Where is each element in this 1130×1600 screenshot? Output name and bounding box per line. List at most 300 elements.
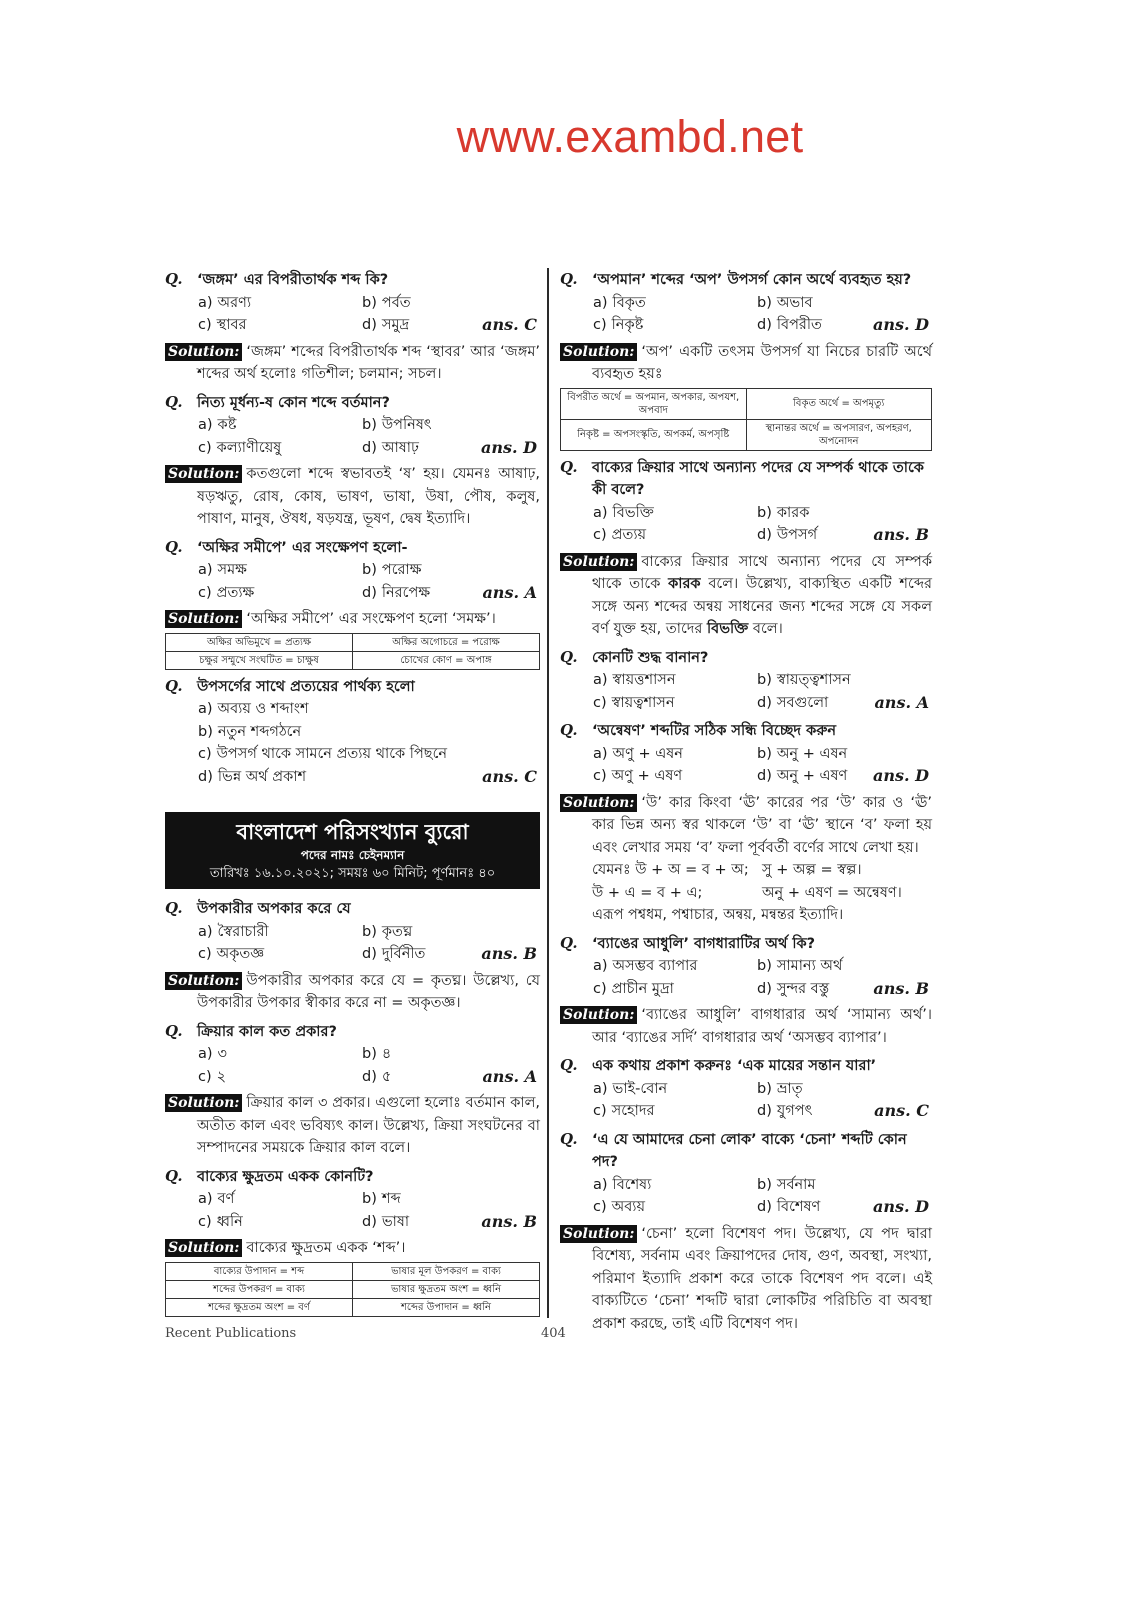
option-item bbox=[593, 1174, 757, 1197]
option-item bbox=[198, 292, 362, 315]
answer-label: ans. B bbox=[873, 525, 929, 544]
option-text: অণু + এষণ bbox=[611, 768, 683, 784]
option-key: b) bbox=[757, 745, 772, 762]
answer-label: ans. A bbox=[482, 1066, 537, 1086]
option-text: ভাই-বোন bbox=[612, 1080, 668, 1097]
option-item bbox=[362, 292, 482, 315]
solution-table bbox=[560, 388, 932, 451]
table-cell: বিকৃত অর্থে = অপমৃত্যু bbox=[746, 388, 932, 419]
option-key: d) bbox=[757, 694, 772, 711]
option-text: ধ্বনি bbox=[216, 1213, 243, 1230]
option-text: সবগুলো bbox=[776, 694, 829, 711]
option-item bbox=[593, 669, 757, 692]
option-key: a) bbox=[198, 417, 213, 433]
option-item bbox=[757, 1100, 874, 1123]
question-text: ক্রিয়ার কাল কত প্রকার? bbox=[197, 1023, 337, 1040]
option-key: c) bbox=[593, 694, 607, 711]
options-group bbox=[593, 502, 932, 547]
option-text: ৫ bbox=[381, 1068, 392, 1085]
option-item bbox=[198, 766, 482, 789]
option-item bbox=[757, 1174, 873, 1197]
solution-examples bbox=[560, 859, 932, 904]
table-row bbox=[166, 633, 540, 651]
option-key: a) bbox=[198, 294, 213, 311]
option-item bbox=[757, 1196, 873, 1219]
option-text: স্বায়ত্ত্বশাসন bbox=[776, 672, 851, 688]
example-formula: অনু + এষণ = অন্বেষণ। bbox=[762, 884, 902, 901]
answer-label: ans. A bbox=[482, 582, 537, 602]
question-label: Q. bbox=[560, 721, 578, 739]
option-item bbox=[757, 692, 874, 715]
option-item bbox=[757, 314, 873, 337]
solution-label: Solution: bbox=[560, 553, 637, 571]
option-text: অসম্ভব ব্যাপার bbox=[612, 958, 698, 974]
example-formula: উ + এ = ব + এ; bbox=[592, 884, 703, 901]
question-block bbox=[165, 1165, 540, 1317]
option-text: বর্ণ bbox=[217, 1191, 235, 1207]
option-key: d) bbox=[362, 584, 377, 601]
question-block bbox=[560, 268, 932, 451]
question-block bbox=[560, 932, 932, 1050]
option-text: স্বায়ত্তশাসন bbox=[612, 672, 676, 688]
solution-text: ‘অক্ষির সমীপে’ এর সংক্ষেপণ হলো ‘সমক্ষ’। bbox=[246, 611, 496, 627]
options-group bbox=[198, 414, 540, 459]
option-text: অণু + এষন bbox=[612, 745, 683, 762]
solution-label: Solution: bbox=[165, 1094, 242, 1112]
question-line bbox=[165, 1020, 540, 1044]
option-text: ভ্রাতৃ bbox=[776, 1080, 803, 1097]
table-cell: চক্ষুর সম্মুখে সংঘটিত = চাক্ষুষ bbox=[166, 651, 353, 669]
question-line bbox=[560, 719, 932, 743]
option-text: স্বৈরাচারী bbox=[217, 923, 269, 940]
option-key: b) bbox=[757, 1176, 772, 1193]
option-item bbox=[362, 437, 481, 460]
option-text: কল্যাণীয়েষু bbox=[216, 439, 282, 456]
solution-text: বলে। উল্লেখ্য, বাক্যস্থিত একটি শব্দের সঙ্গে অন্য শব্দের অন্বয় সাধনের জন্য শব্দের সঙ্গে যে সকল বর্ণ যুক্ত হয়, তাদের bbox=[592, 576, 932, 637]
solution-label: Solution: bbox=[165, 610, 242, 628]
solution-text: ‘জঙ্গম’ শব্দের বিপরীতার্থক শব্দ ‘স্থাবর’ আর ‘জঙ্গম’ শব্দের অর্থ হলোঃ গতিশীল; চলমান; সচল। bbox=[197, 343, 540, 382]
solution-text: ‘ব্যাঙের আধুলি’ বাগধারার অর্থ ‘সামান্য অর্থ’। আর ‘ব্যাঙের সর্দি’ বাগধারার অর্থ ‘অসম্ভব ব্যাপার’। bbox=[592, 1007, 932, 1046]
options-group bbox=[198, 559, 540, 604]
option-text: সর্বনাম bbox=[776, 1176, 816, 1193]
solution bbox=[165, 463, 540, 531]
question-block bbox=[165, 536, 540, 670]
table-row bbox=[561, 419, 932, 450]
solution bbox=[560, 341, 932, 386]
option-item bbox=[757, 955, 873, 978]
option-item bbox=[198, 1188, 362, 1211]
option-item bbox=[198, 1043, 362, 1066]
option-key: d) bbox=[362, 1068, 377, 1085]
question-block bbox=[165, 1020, 540, 1160]
option-key: c) bbox=[593, 1199, 607, 1215]
option-text: নিরপেক্ষ bbox=[381, 584, 431, 601]
solution-text: ‘চেনা’ হলো বিশেষণ পদ। উল্লেখ্য, যে পদ দ্বারা বিশেষ্য, সর্বনাম এবং ক্রিয়াপদের দোষ, গুণ, অবস্থা, সংখ্যা, পরিমাণ ইত্যাদি প্রকাশ করে তাকে বিশেষণ পদ বলে। এই বাক্যটিতে ‘চেনা’ শব্দটি দ্বারা লোকটির পরিচিতি বা অবস্থা প্রকাশ করছে, তাই এটি বিশেষণ পদ। bbox=[592, 1225, 932, 1332]
option-key: a) bbox=[593, 958, 608, 974]
option-key: b) bbox=[757, 294, 772, 311]
option-item bbox=[362, 582, 482, 605]
option-item bbox=[198, 1211, 362, 1234]
table-row bbox=[166, 651, 540, 669]
option-item bbox=[757, 669, 874, 692]
solution-label: Solution: bbox=[560, 1225, 637, 1243]
example-formula: যেমনঃ উ + অ = ব + অ; bbox=[592, 862, 749, 878]
option-item bbox=[593, 692, 757, 715]
option-key: d) bbox=[198, 768, 213, 785]
option-item bbox=[593, 978, 757, 1001]
answer-label: ans. C bbox=[874, 1101, 929, 1120]
table-row bbox=[166, 1298, 540, 1316]
solution-label: Solution: bbox=[165, 343, 242, 361]
solution-label: Solution: bbox=[560, 343, 637, 361]
question-block bbox=[165, 391, 540, 531]
option-key: d) bbox=[362, 439, 377, 456]
question-label: Q. bbox=[560, 1129, 578, 1148]
question-label: Q. bbox=[165, 899, 183, 917]
option-key: c) bbox=[198, 746, 212, 762]
option-key: a) bbox=[593, 1080, 608, 1097]
question-text: নিত্য মূর্ধন্য-ষ কোন শব্দে বর্তমান? bbox=[197, 394, 390, 411]
question-block bbox=[560, 719, 932, 927]
option-item bbox=[757, 524, 873, 547]
option-text: বিপরীত bbox=[776, 317, 822, 333]
option-key: a) bbox=[593, 1176, 608, 1193]
solution-emphasis: বিভক্তি bbox=[707, 621, 749, 637]
table-row bbox=[166, 1280, 540, 1298]
option-text: নিকৃষ্ট bbox=[611, 317, 644, 333]
option-key: c) bbox=[198, 317, 212, 333]
table-cell: বিপরীত অর্থে = অপমান, অপকার, অপযশ, অপবাদ bbox=[561, 388, 747, 419]
option-item bbox=[362, 943, 481, 966]
page-number: 404 bbox=[541, 1326, 566, 1341]
solution bbox=[560, 551, 932, 641]
answer-label: ans. B bbox=[873, 978, 929, 998]
option-key: d) bbox=[362, 1213, 377, 1230]
question-text: বাক্যের ক্রিয়ার সাথে অন্যান্য পদের যে সম্পর্ক থাকে তাকে কী বলে? bbox=[592, 459, 924, 498]
options-group bbox=[198, 698, 540, 788]
options-group bbox=[593, 1078, 932, 1123]
option-text: সমক্ষ bbox=[217, 562, 247, 578]
option-item bbox=[362, 1211, 481, 1234]
option-text: কৃতঘ্ন bbox=[381, 923, 413, 940]
question-text: ‘অন্বেষণ’ শব্দটির সঠিক সন্ধি বিচ্ছেদ করুন bbox=[592, 723, 837, 739]
answer-label: ans. A bbox=[874, 692, 929, 712]
answer-label: ans. B bbox=[481, 1211, 537, 1231]
solution bbox=[165, 1092, 540, 1160]
solution-text: ক্রিয়ার কাল ৩ প্রকার। এগুলো হলোঃ বর্তমান কাল, অতীত কাল এবং ভবিষ্যৎ কাল। উল্লেখ্য, ক্রিয়া সংঘটনের বা সম্পাদনের সময়কে ক্রিয়ার কাল বলে। bbox=[197, 1095, 540, 1156]
options-group bbox=[593, 1174, 932, 1219]
question-block bbox=[165, 675, 540, 789]
solution-label: Solution: bbox=[560, 1006, 637, 1024]
question-text: ‘অপমান’ শব্দের ‘অপ’ উপসর্গ কোন অর্থে ব্যবহৃত হয়? bbox=[592, 272, 912, 288]
option-text: বিকৃত bbox=[612, 294, 646, 311]
solution bbox=[560, 1004, 932, 1049]
option-key: a) bbox=[593, 294, 608, 311]
question-text: ‘অক্ষির সমীপে’ এর সংক্ষেপণ হলো- bbox=[197, 539, 408, 556]
option-key: b) bbox=[362, 417, 377, 433]
answer-label: ans. C bbox=[482, 766, 537, 786]
answer-label: ans. D bbox=[872, 766, 929, 785]
option-key: c) bbox=[198, 439, 212, 456]
option-text: অনু + এষণ bbox=[776, 768, 848, 784]
table-cell: ভাষার ক্ষুদ্রতম অংশ = ধ্বনি bbox=[353, 1280, 540, 1298]
option-text: অরণ্য bbox=[217, 294, 252, 311]
solution-text: ‘অপ’ একটি তৎসম উপসর্গ যা নিচের চারটি অর্থে ব্যবহৃত হয়ঃ bbox=[592, 343, 932, 382]
option-key: b) bbox=[362, 923, 377, 940]
banner-exam-details: তারিখঃ ১৬.১০.২০২১; সময়ঃ ৬০ মিনিট; পূর্ণমানঃ ৪০ bbox=[209, 866, 496, 881]
option-item bbox=[362, 1043, 482, 1066]
option-item bbox=[198, 559, 362, 582]
question-text: উপকারীর অপকার করে যে bbox=[197, 901, 351, 917]
answer-label: ans. D bbox=[872, 315, 929, 334]
site-url: www.exambd.net bbox=[456, 111, 804, 162]
option-item bbox=[362, 414, 481, 437]
option-key: b) bbox=[757, 958, 772, 974]
option-text: কারক bbox=[776, 504, 810, 521]
table-cell: বাক্যের উপাদান = শব্দ bbox=[166, 1262, 353, 1280]
option-text: শব্দ bbox=[381, 1191, 401, 1207]
left-column bbox=[165, 268, 540, 1320]
table-cell: শব্দের উপাদান = ধ্বনি bbox=[353, 1298, 540, 1316]
question-line bbox=[560, 1128, 932, 1174]
option-key: c) bbox=[593, 768, 607, 784]
options-group bbox=[593, 743, 932, 788]
solution-table bbox=[165, 1262, 540, 1317]
question-text: ‘জঙ্গম’ এর বিপরীতার্থক শব্দ কি? bbox=[197, 272, 389, 288]
options-group bbox=[593, 955, 932, 1000]
question-line bbox=[560, 646, 932, 670]
solution-text: কতগুলো শব্দে স্বভাবতই ‘ষ’ হয়। যেমনঃ আষাঢ়, ষড়ঋতু, রোষ, কোষ, ভাষণ, ভাষা, উষা, পৌষ, কলুষ, পাষাণ, মানুষ, ঔষধ, ষড়যন্ত্র, ভূষণ, দ্বেষ ইত্যাদি। bbox=[197, 466, 540, 527]
option-text: পর্বত bbox=[381, 294, 411, 311]
question-label: Q. bbox=[560, 647, 578, 666]
option-item bbox=[757, 502, 873, 525]
option-text: সমুদ্র bbox=[381, 317, 410, 333]
options-group bbox=[198, 1188, 540, 1233]
question-text: কোনটি শুদ্ধ বানান? bbox=[592, 649, 709, 666]
question-block bbox=[165, 268, 540, 386]
question-label: Q. bbox=[165, 1166, 183, 1185]
option-key: a) bbox=[198, 1191, 213, 1207]
option-key: d) bbox=[757, 317, 772, 333]
option-key: b) bbox=[362, 1046, 377, 1062]
option-key: b) bbox=[362, 294, 377, 311]
question-text: ‘এ যে আমাদের চেনা লোক’ বাক্যে ‘চেনা’ শব্দটি কোন পদ? bbox=[592, 1131, 907, 1170]
table-row bbox=[561, 388, 932, 419]
option-item bbox=[198, 721, 482, 744]
question-line bbox=[560, 932, 932, 956]
option-text: দুর্বিনীত bbox=[381, 946, 426, 962]
question-line bbox=[165, 536, 540, 560]
option-item bbox=[593, 1196, 757, 1219]
option-key: b) bbox=[362, 562, 377, 578]
option-item bbox=[757, 743, 873, 766]
solution bbox=[560, 1223, 932, 1336]
solution-label: Solution: bbox=[560, 794, 637, 812]
option-text: যুগপৎ bbox=[776, 1103, 813, 1119]
option-item bbox=[198, 743, 482, 766]
table-cell: নিকৃষ্ট = অপসংস্কৃতি, অপকর্ম, অপসৃষ্টি bbox=[561, 419, 747, 450]
option-key: a) bbox=[198, 701, 213, 717]
question-text: এক কথায় প্রকাশ করুনঃ ‘এক মায়ের সন্তান যারা’ bbox=[592, 1058, 877, 1074]
option-text: ২ bbox=[216, 1068, 227, 1085]
option-text: সামান্য অর্থ bbox=[776, 958, 843, 974]
option-key: b) bbox=[757, 1080, 772, 1097]
question-label: Q. bbox=[560, 457, 578, 476]
option-text: সহোদর bbox=[611, 1103, 655, 1119]
option-item bbox=[362, 921, 481, 944]
solution bbox=[165, 970, 540, 1015]
example-formula: সু + অল্প = স্বল্প। bbox=[762, 862, 862, 878]
option-text: স্বায়ত্বশাসন bbox=[611, 694, 675, 711]
option-text: অকৃতজ্ঞ bbox=[216, 946, 265, 962]
option-item bbox=[593, 743, 757, 766]
question-text: ‘ব্যাঙের আধুলি’ বাগধারাটির অর্থ কি? bbox=[592, 935, 816, 952]
question-list bbox=[560, 268, 932, 1335]
question-list bbox=[165, 897, 540, 1317]
option-item bbox=[757, 978, 873, 1001]
solution-emphasis: কারক bbox=[668, 576, 701, 592]
question-label: Q. bbox=[560, 933, 578, 952]
question-block bbox=[560, 456, 932, 641]
option-item bbox=[198, 943, 362, 966]
option-key: d) bbox=[757, 1103, 772, 1119]
footer-publisher: Recent Publications bbox=[165, 1326, 297, 1341]
option-item bbox=[593, 524, 757, 547]
option-key: a) bbox=[593, 672, 608, 688]
solution-text: ‘উ’ কার কিংবা ‘ঊ’ কারের পর ‘উ’ কার ও ‘ঊ’ কার ভিন্ন অন্য স্বর থাকলে ‘উ’ বা ‘ঊ’ স্থানে ‘ব’ ফলা হয় এবং লেখার সময় ‘ব’ ফলা পূর্ববর্তী বর্ণের সাথে লেখা হয়। bbox=[592, 794, 932, 856]
option-text: অনু + এষন bbox=[776, 745, 848, 762]
option-key: d) bbox=[362, 317, 377, 333]
option-key: d) bbox=[757, 768, 772, 784]
options-group bbox=[198, 1043, 540, 1088]
question-block bbox=[165, 897, 540, 1015]
option-text: স্থাবর bbox=[216, 317, 247, 333]
option-item bbox=[362, 314, 482, 337]
question-label: Q. bbox=[165, 537, 183, 556]
option-item bbox=[593, 292, 757, 315]
option-key: c) bbox=[198, 946, 212, 962]
option-item bbox=[593, 1100, 757, 1123]
question-line bbox=[165, 268, 540, 292]
question-label: Q. bbox=[165, 392, 183, 411]
answer-label: ans. D bbox=[872, 1197, 929, 1216]
option-text: প্রত্যয় bbox=[611, 527, 647, 543]
option-text: বিশেষ্য bbox=[612, 1176, 652, 1193]
option-key: a) bbox=[593, 745, 608, 762]
solution-table bbox=[165, 633, 540, 670]
option-item bbox=[362, 1066, 482, 1089]
question-line bbox=[165, 391, 540, 415]
solution-text: এরূপ পশ্বধম, পশ্বাচার, অন্বয়, মন্বন্তর ইত্যাদি। bbox=[592, 907, 844, 923]
option-text: ভিন্ন অর্থ প্রকাশ bbox=[217, 768, 307, 785]
option-key: d) bbox=[362, 946, 377, 962]
option-key: b) bbox=[757, 672, 772, 688]
solution-text: বাক্যের ক্রিয়ার সাথে অন্যান্য পদের যে সম্পর্ক থাকে তাকে bbox=[592, 553, 932, 592]
table-cell: অক্ষির অগোচরে = পরোক্ষ bbox=[353, 633, 540, 651]
option-text: আষাঢ় bbox=[381, 439, 419, 456]
option-item bbox=[593, 502, 757, 525]
option-key: d) bbox=[757, 1199, 772, 1215]
option-item bbox=[198, 414, 362, 437]
solution bbox=[165, 341, 540, 386]
option-key: a) bbox=[198, 562, 213, 578]
answer-label: ans. C bbox=[482, 315, 537, 334]
option-key: c) bbox=[198, 1068, 212, 1085]
question-line bbox=[560, 456, 932, 502]
solution-text: বাক্যের ক্ষুদ্রতম একক ‘শব্দ’। bbox=[246, 1240, 406, 1256]
options-group bbox=[593, 292, 932, 337]
option-key: d) bbox=[757, 527, 772, 543]
option-item bbox=[362, 1188, 481, 1211]
table-cell: অক্ষির অভিমুখে = প্রত্যক্ষ bbox=[166, 633, 353, 651]
solution bbox=[165, 1237, 540, 1260]
question-line bbox=[165, 675, 540, 699]
option-item bbox=[593, 765, 757, 788]
solution bbox=[560, 792, 932, 860]
option-text: উপসর্গ থাকে সামনে প্রত্যয় থাকে পিছনে bbox=[216, 746, 448, 762]
question-label: Q. bbox=[165, 270, 183, 288]
option-text: প্রত্যক্ষ bbox=[216, 584, 255, 601]
options-group bbox=[593, 669, 932, 714]
question-label: Q. bbox=[560, 1056, 578, 1074]
options-group bbox=[198, 292, 540, 337]
question-block bbox=[560, 646, 932, 715]
exam-banner bbox=[165, 812, 540, 889]
option-text: ৪ bbox=[381, 1046, 392, 1062]
answer-label: ans. D bbox=[480, 437, 537, 457]
option-item bbox=[757, 1078, 874, 1101]
option-key: c) bbox=[593, 980, 607, 997]
table-cell: স্থানান্তর অর্থে = অপসারণ, অপহরণ, অপনোদন bbox=[746, 419, 932, 450]
table-cell: শব্দের উপকরণ = বাক্য bbox=[166, 1280, 353, 1298]
question-line bbox=[560, 268, 932, 292]
question-block bbox=[560, 1128, 932, 1336]
solution-label: Solution: bbox=[165, 1239, 242, 1257]
option-key: a) bbox=[198, 1046, 213, 1062]
option-text: পরোক্ষ bbox=[381, 562, 422, 578]
option-text: ৩ bbox=[217, 1046, 227, 1062]
option-item bbox=[757, 292, 873, 315]
banner-post-name: পদের নামঃ চেইনম্যান bbox=[300, 848, 405, 862]
option-item bbox=[593, 1078, 757, 1101]
option-key: a) bbox=[198, 923, 213, 940]
option-key: b) bbox=[198, 723, 213, 740]
question-label: Q. bbox=[165, 676, 183, 695]
question-label: Q. bbox=[165, 1021, 183, 1040]
option-text: উপসর্গ bbox=[776, 527, 818, 543]
answer-label: ans. B bbox=[481, 944, 537, 963]
question-text: বাক্যের ক্ষুদ্রতম একক কোনটি? bbox=[197, 1168, 374, 1185]
question-block bbox=[560, 1054, 932, 1123]
option-text: উপনিষৎ bbox=[381, 417, 432, 433]
solution bbox=[165, 608, 540, 631]
option-text: সুন্দর বস্তু bbox=[776, 980, 830, 997]
table-cell: ভাষার মূল উপকরণ = বাক্য bbox=[353, 1262, 540, 1280]
solution-label: Solution: bbox=[165, 465, 242, 483]
right-column bbox=[560, 268, 932, 1332]
option-key: a) bbox=[593, 504, 608, 521]
option-text: বিভক্তি bbox=[612, 504, 654, 521]
option-item bbox=[198, 582, 362, 605]
option-text: অব্যয় bbox=[611, 1199, 646, 1215]
option-text: কষ্ট bbox=[217, 417, 237, 433]
question-line bbox=[560, 1054, 932, 1078]
table-cell: শব্দের ক্ষুদ্রতম অংশ = বর্ণ bbox=[166, 1298, 353, 1316]
option-text: নতুন শব্দগঠনে bbox=[217, 723, 302, 740]
question-list bbox=[165, 268, 540, 788]
column-divider bbox=[547, 268, 549, 1318]
option-key: c) bbox=[593, 1103, 607, 1119]
